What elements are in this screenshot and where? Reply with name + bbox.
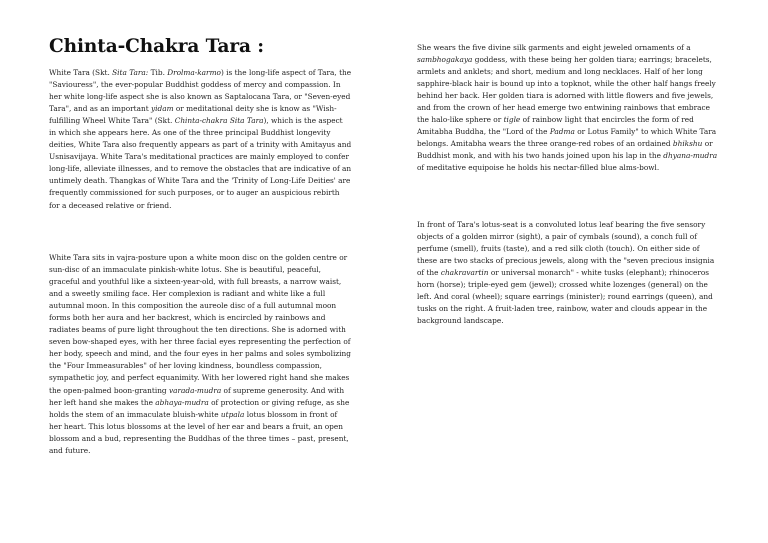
paragraph-intro bbox=[49, 67, 352, 212]
paragraph-posture bbox=[49, 252, 352, 457]
italic-term: Drolma-karmo bbox=[167, 68, 221, 77]
text-run: of supreme generosity. And with her left hand she makes the bbox=[49, 385, 345, 407]
italic-term: Chinta-chakra Sita Tara bbox=[174, 116, 264, 126]
italic-term: dhyana-mudra bbox=[663, 151, 718, 161]
text-run: ), which is the aspect in which she appears here. As one of the three principal Buddhist longevity deities, White Tara also frequently appears as part of a trinity with Amitayus and Usnisavijaya. White Tara's meditational practices are mainly employed to confer long-life, alleviate illnesses, and to remove the obstacles that are indicative of an untimely death. Thangkas of White Tara and the 'Trinity of Long-Life Deities' are frequently commissioned for such purposes, or to auger an auspicious rebirth for a deceased relative or friend. bbox=[49, 116, 352, 210]
text-run: White Tara (Skt. bbox=[49, 68, 113, 77]
text-run: goddess, with these being her golden tiara; earrings; bracelets, armlets and anklets; and short, medium and long necklaces. Half of her long sapphire-black hair is bound up into a topknot, while the other half hangs freely behind her back. Her golden tiara is adorned with little flowers and five jewels, and from the crown of her head emerge two entwining rainbows that embrace the halo-like sphere or bbox=[417, 55, 716, 125]
page-title: Chinta-Chakra Tara : bbox=[49, 36, 265, 57]
text-run: She wears the five divine silk garments and eight jeweled ornaments of a bbox=[417, 43, 691, 52]
italic-term: yidam bbox=[151, 104, 174, 114]
text-run: of protection or giving refuge, as she holds the stem of an immaculate bluish-white bbox=[49, 397, 350, 419]
text-run: or Lotus Family" to which White Tara belongs. Amitabha wears the three orange-red robes of an ordained bbox=[417, 127, 717, 149]
text-run: White Tara sits in vajra-posture upon a white moon disc on the golden centre or sun-disc of an immaculate pinkish-white lotus. She is beautiful, peaceful, graceful and youthful like a sixteen-year-old, with full breasts, a narrow waist, and a sweetly smiling face. Her complexion is radiant and white like a full autumnal moon. In this composition the aureole disc of a full autumnal moon forms both her aura and her backrest, which is encircled by rainbows and radiates beams of pure light throughout the ten directions. She is adorned with seven bow-shaped eyes, with her three facial eyes representing the perfection of her body, speech and mind, and the four eyes in her palms and soles symbolizing the "Four Immeasurables" of her loving kindness, boundless compassion, sympathetic joy, and perfect equanimity. With her lowered right hand she makes the open-palmed boon-granting bbox=[49, 253, 351, 395]
italic-term: sambhogakaya bbox=[417, 55, 473, 65]
text-run: ) is the long-life aspect of Tara, the "Saviouress", the ever-popular Buddhist goddess of mercy and compassion. In her white long-life aspect she is also known as Saptalocana Tara, or "Seven-eyed Tara", and as an important bbox=[49, 68, 352, 114]
italic-term: abhaya-mudra bbox=[155, 397, 209, 407]
italic-term: tigle bbox=[503, 115, 521, 125]
text-run: lotus blossom in front of her heart. This lotus blossoms at the level of her ear and bears a fruit, an open blossom and a bud, representing the Buddhas of the three times – past, present, and future. bbox=[49, 409, 349, 455]
italic-term: Sita Tara: bbox=[112, 68, 149, 77]
italic-term: bhikshu bbox=[672, 139, 703, 149]
italic-term: varada-mudra bbox=[168, 385, 222, 395]
text-run: Tib. bbox=[148, 68, 168, 77]
paragraph-garments bbox=[417, 42, 719, 175]
paragraph-offerings bbox=[417, 219, 719, 327]
text-run: or meditational deity she is know as "Wish-fulfilling Wheel White Tara" (Skt. bbox=[49, 104, 337, 126]
text-run: or universal monarch" - white tusks (elephant); rhinoceros horn (horse); triple-eyed gem (jewel); crossed white lozenges (general) on the left. And coral (wheel); square earrings (minister); round earrings (queen), and tusks on the right. A fruit-laden tree, rainbow, water and clouds appear in the background landscape. bbox=[417, 268, 713, 326]
text-run: of meditative equipoise he holds his nectar-filled blue alms-bowl. bbox=[417, 163, 660, 173]
italic-term: Padma bbox=[549, 127, 575, 137]
italic-term: utpala bbox=[220, 409, 245, 419]
italic-term: chakravartin bbox=[440, 268, 489, 278]
text-run: of rainbow light that encircles the form of red Amitabha Buddha, the "Lord of the bbox=[417, 115, 694, 137]
text-run: In front of Tara's lotus-seat is a convoluted lotus leaf bearing the five sensory objects of a golden mirror (sight), a pair of cymbals (sound), a conch full of perfume (smell), fruits (taste), and a red silk cloth (touch). On either side of these are two stacks of precious jewels, along with the "seven precious insignia of the bbox=[417, 220, 715, 278]
text-run: or Buddhist monk, and with his two hands joined upon his lap in the bbox=[417, 139, 713, 161]
